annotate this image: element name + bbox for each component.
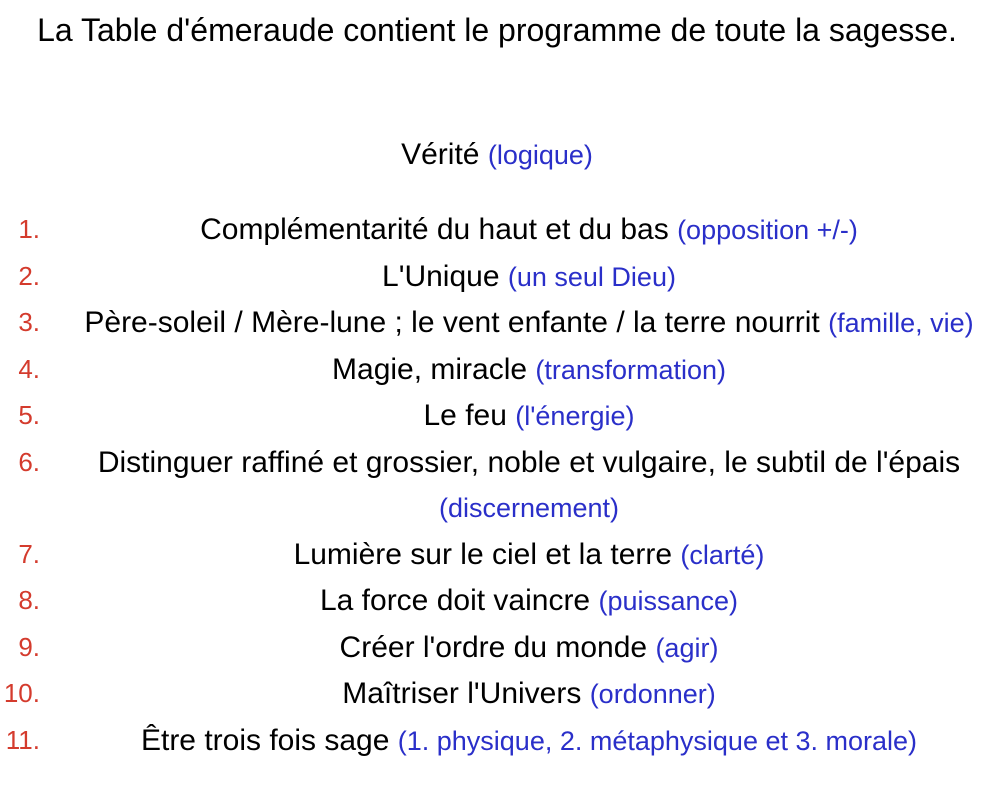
truth-label: Vérité — [401, 138, 480, 171]
item-number: 11. — [5, 724, 40, 755]
list-item — [0, 393, 994, 440]
item-number: 8. — [18, 585, 40, 615]
list-item — [0, 207, 994, 254]
list-item — [0, 440, 994, 532]
item-text: Le feu — [423, 399, 507, 432]
item-note: (transformation) — [535, 354, 726, 385]
item-text: L'Unique — [382, 259, 500, 293]
item-text: Créer l'ordre du monde — [339, 630, 648, 664]
list-item — [0, 718, 994, 765]
list-item — [0, 347, 994, 394]
item-number: 4. — [18, 353, 40, 384]
item-number: 2. — [18, 260, 40, 291]
item-note: (l'énergie) — [515, 401, 635, 431]
list-item — [0, 300, 994, 347]
truth-note: (logique) — [487, 140, 593, 170]
list-item — [0, 532, 994, 579]
item-number: 1. — [18, 214, 40, 244]
principles-list — [0, 207, 994, 764]
intro-heading: La Table d'émeraude contient le programme de toute la sagesse. — [37, 12, 957, 48]
item-note: (discernement) — [438, 493, 620, 523]
item-number: 5. — [18, 400, 40, 430]
item-note: (clarté) — [680, 539, 765, 570]
item-number: 9. — [18, 631, 40, 662]
item-text: Distinguer raffiné et grossier, noble et vulgaire, le subtil de l'épais — [97, 445, 961, 479]
item-note: (un seul Dieu) — [507, 261, 676, 292]
item-text: Complémentarité du haut et du bas — [200, 213, 669, 246]
item-number: 10. — [3, 678, 40, 708]
item-note: (opposition +/-) — [677, 215, 858, 245]
item-text: Lumière sur le ciel et la terre — [293, 537, 673, 571]
item-number: 6. — [18, 446, 40, 477]
item-text: La force doit vaincre — [319, 584, 591, 617]
list-item — [0, 625, 994, 672]
item-text: Être trois fois sage — [140, 723, 390, 757]
item-number: 3. — [18, 307, 40, 337]
list-item — [0, 671, 994, 718]
list-item — [0, 254, 994, 301]
item-note: (famille, vie) — [828, 308, 974, 338]
item-text: Maîtriser l'Univers — [342, 677, 582, 710]
truth-line — [0, 132, 994, 178]
item-note: (1. physique, 2. métaphysique et 3. morale) — [397, 725, 918, 756]
item-number: 7. — [18, 538, 40, 569]
item-text: Magie, miracle — [332, 352, 528, 386]
item-note: (puissance) — [598, 586, 739, 616]
item-text: Père-soleil / Mère-lune ; le vent enfante / la terre nourrit — [84, 306, 820, 339]
item-note: (ordonner) — [589, 679, 716, 709]
list-item — [0, 578, 994, 625]
item-note: (agir) — [655, 632, 719, 663]
